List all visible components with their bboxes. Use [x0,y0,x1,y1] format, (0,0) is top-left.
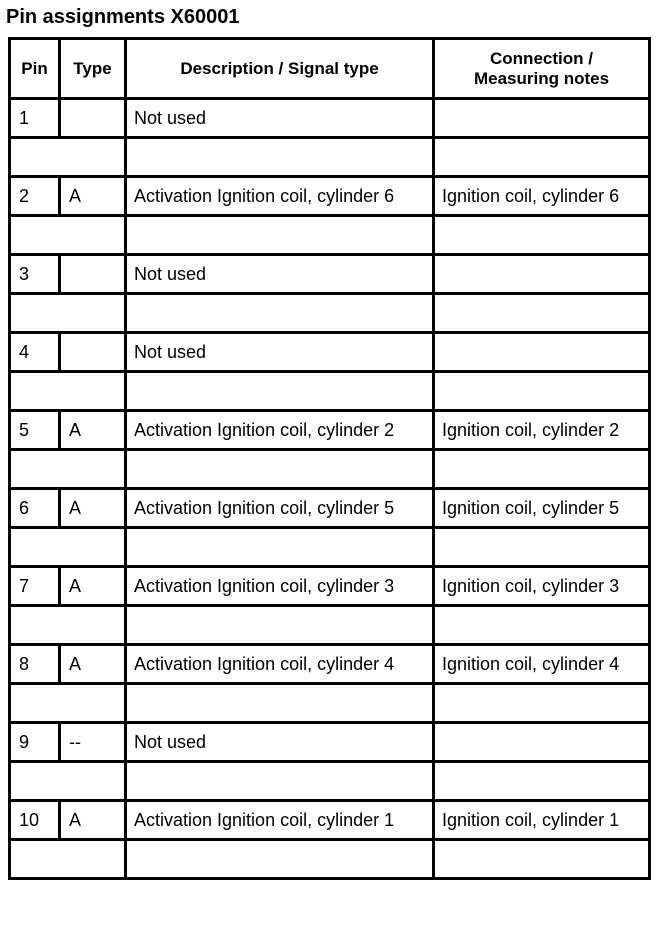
type-cell: A [60,489,126,528]
description-cell: Activation Ignition coil, cylinder 2 [126,411,434,450]
spacer-cell [126,528,434,567]
spacer-cell [126,372,434,411]
spacer-cell [126,216,434,255]
spacer-cell [434,762,650,801]
table-row [10,99,650,138]
header-description: Description / Signal type [126,39,434,99]
header-pin: Pin [10,39,60,99]
spacer-cell [10,840,126,879]
description-cell: Not used [126,723,434,762]
description-cell: Activation Ignition coil, cylinder 6 [126,177,434,216]
spacer-cell [10,684,126,723]
spacer-cell [434,528,650,567]
description-cell: Not used [126,255,434,294]
description-cell: Not used [126,333,434,372]
type-cell: A [60,411,126,450]
spacer-row [10,528,650,567]
spacer-cell [434,372,650,411]
description-cell: Not used [126,99,434,138]
spacer-cell [10,606,126,645]
description-cell: Activation Ignition coil, cylinder 4 [126,645,434,684]
spacer-row [10,216,650,255]
type-cell [60,99,126,138]
notes-cell: Ignition coil, cylinder 3 [434,567,650,606]
spacer-cell [434,138,650,177]
notes-cell [434,723,650,762]
spacer-cell [126,138,434,177]
notes-cell [434,99,650,138]
spacer-cell [10,294,126,333]
spacer-cell [434,684,650,723]
pin-cell: 7 [10,567,60,606]
notes-cell: Ignition coil, cylinder 4 [434,645,650,684]
table-row [10,801,650,840]
header-connection: Connection / Measuring notes [434,39,650,99]
spacer-row [10,606,650,645]
page-title: Pin assignments X60001 [6,6,240,28]
spacer-cell [126,450,434,489]
spacer-cell [126,606,434,645]
notes-cell: Ignition coil, cylinder 1 [434,801,650,840]
pin-cell: 4 [10,333,60,372]
type-cell: A [60,177,126,216]
notes-cell: Ignition coil, cylinder 2 [434,411,650,450]
table-row [10,177,650,216]
spacer-cell [434,840,650,879]
notes-cell: Ignition coil, cylinder 6 [434,177,650,216]
description-cell: Activation Ignition coil, cylinder 3 [126,567,434,606]
spacer-row [10,372,650,411]
notes-cell: Ignition coil, cylinder 5 [434,489,650,528]
table-row [10,489,650,528]
spacer-cell [434,216,650,255]
table-row [10,255,650,294]
spacer-cell [126,294,434,333]
type-cell: A [60,567,126,606]
spacer-cell [10,138,126,177]
spacer-cell [126,684,434,723]
spacer-row [10,684,650,723]
pin-cell: 5 [10,411,60,450]
table-row [10,567,650,606]
pin-assignment-table [8,37,651,880]
type-cell: -- [60,723,126,762]
description-cell: Activation Ignition coil, cylinder 1 [126,801,434,840]
spacer-row [10,294,650,333]
pin-cell: 2 [10,177,60,216]
table-row [10,645,650,684]
type-cell: A [60,645,126,684]
spacer-cell [10,372,126,411]
pin-cell: 8 [10,645,60,684]
spacer-cell [10,762,126,801]
type-cell [60,333,126,372]
table-row [10,333,650,372]
type-cell [60,255,126,294]
table-row [10,723,650,762]
spacer-row [10,840,650,879]
notes-cell [434,333,650,372]
pin-cell: 3 [10,255,60,294]
spacer-cell [434,294,650,333]
spacer-cell [434,606,650,645]
type-cell: A [60,801,126,840]
spacer-cell [10,216,126,255]
table-header-row [10,39,650,99]
spacer-row [10,762,650,801]
pin-cell: 6 [10,489,60,528]
pin-cell: 9 [10,723,60,762]
notes-cell [434,255,650,294]
pin-cell: 1 [10,99,60,138]
spacer-cell [434,450,650,489]
spacer-row [10,138,650,177]
header-type: Type [60,39,126,99]
description-cell: Activation Ignition coil, cylinder 5 [126,489,434,528]
spacer-cell [126,840,434,879]
table-row [10,411,650,450]
spacer-row [10,450,650,489]
spacer-cell [10,528,126,567]
spacer-cell [126,762,434,801]
spacer-cell [10,450,126,489]
pin-cell: 10 [10,801,60,840]
